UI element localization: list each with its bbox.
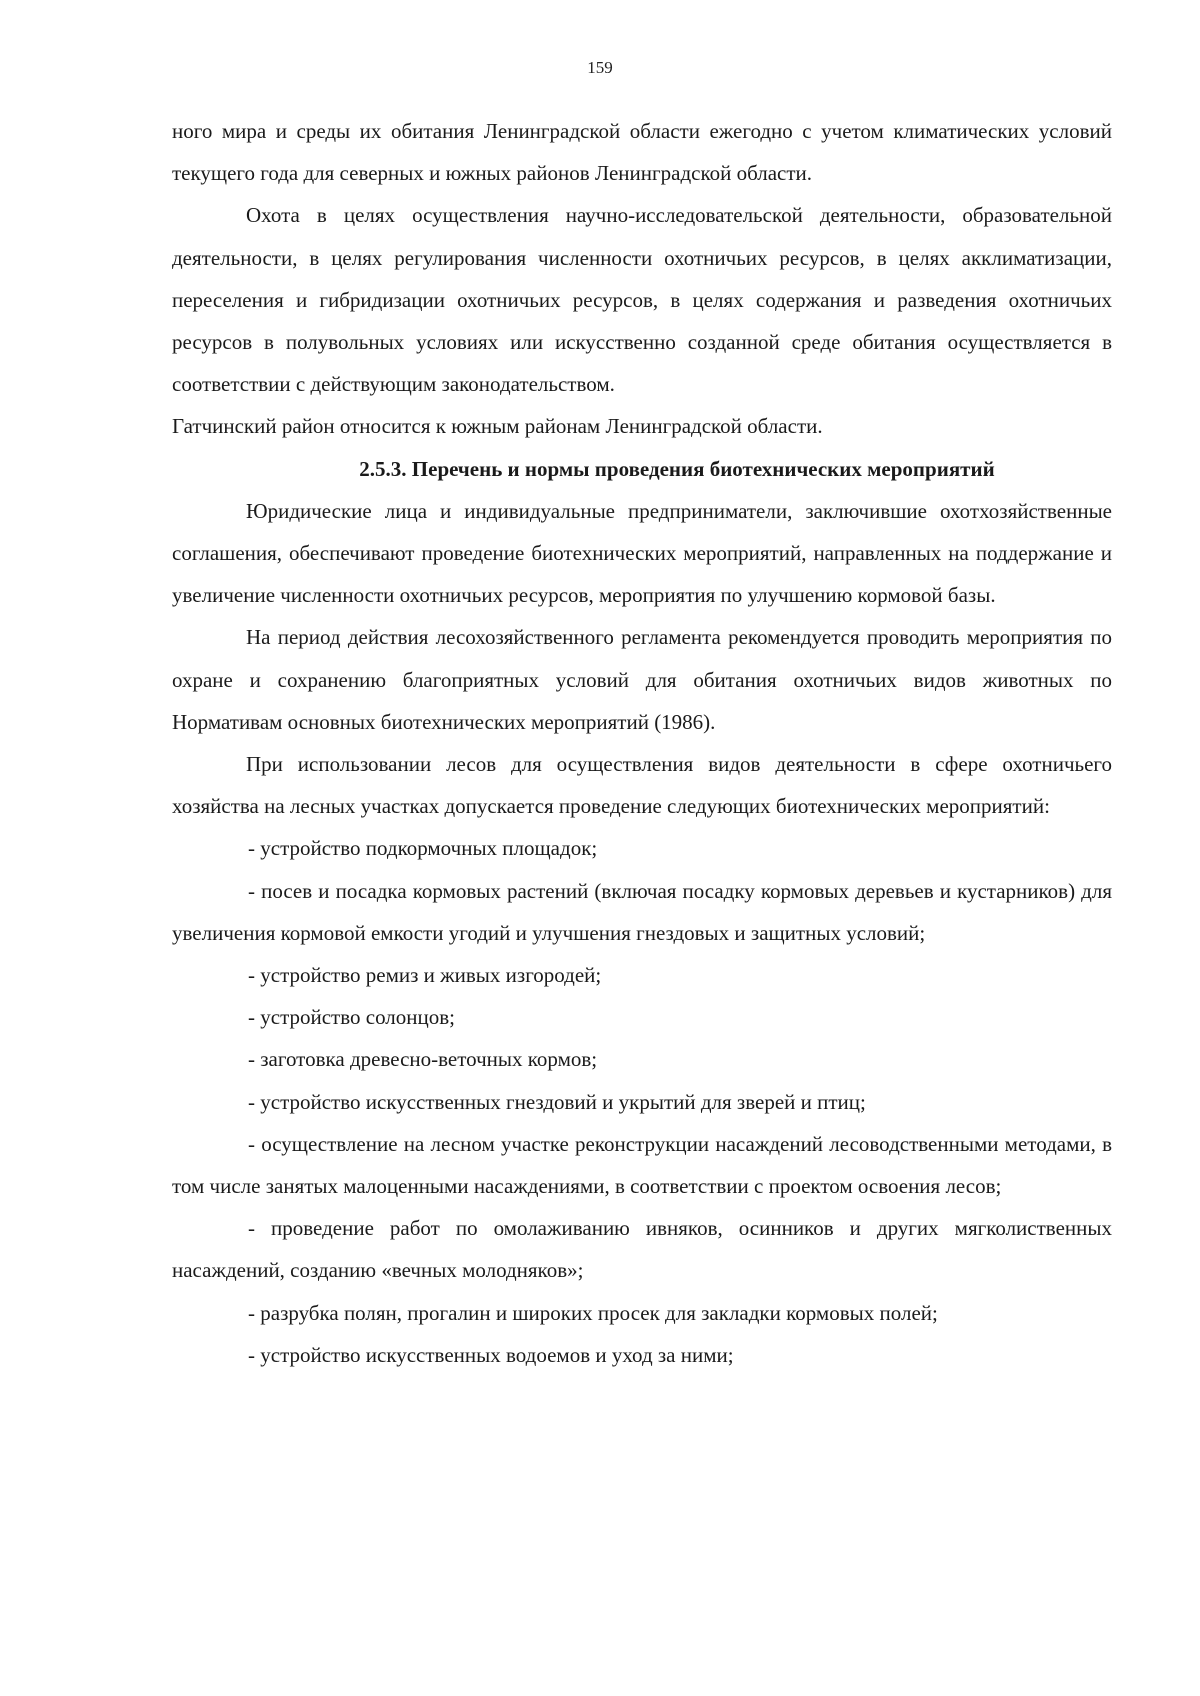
- paragraph-regulation-period: На период действия лесохозяйственного регламента рекомендуется проводить мероприятия по охране и сохранению благоприятных условий для обитания охотничьих видов животных по Нормативам основных биотехнических мероприятий (1986).: [172, 625, 1112, 734]
- section-heading: 2.5.3. Перечень и нормы проведения биотехнических мероприятий: [359, 456, 995, 481]
- list-item: - заготовка древесно-веточных кормов;: [248, 1047, 598, 1072]
- list-item: - разрубка полян, прогалин и широких просек для закладки кормовых полей;: [248, 1300, 938, 1325]
- list-item: - проведение работ по омолаживанию ивняков, осинников и других мягколиственных насаждений, созданию «вечных молодняков»;: [172, 1216, 1112, 1283]
- paragraph-forest-use: При использовании лесов для осуществления видов деятельности в сфере охотничьего хозяйства на лесных участках допускается проведение следующих биотехнических мероприятий:: [172, 752, 1112, 819]
- list-item: - устройство искусственных гнездовий и укрытий для зверей и птиц;: [248, 1089, 866, 1114]
- paragraph-hunting-purposes: Охота в целях осуществления научно-исследовательской деятельности, образовательной деятельности, в целях регулирования численности охотничьих ресурсов, в целях акклиматизации, переселения и гибридизации охотничьих ресурсов, в целях содержания и разведения охотничьих ресурсов в полувольных условиях или искусственно созданной среде обитания осуществляется в соответствии с действующим законодательством.: [172, 203, 1112, 397]
- page-number: 159: [587, 58, 613, 77]
- paragraph-gatchina-district: Гатчинский район относится к южным районам Ленинградской области.: [172, 414, 823, 439]
- list-item: - осуществление на лесном участке реконструкции насаждений лесоводственными методами, в том числе занятых малоценными насаждениями, в соответствии с проектом освоения лесов;: [172, 1131, 1112, 1199]
- list-item: - устройство солонцов;: [248, 1005, 456, 1030]
- list-item: - посев и посадка кормовых растений (включая посадку кормовых деревьев и кустарников) для увеличения кормовой емкости угодий и улучшения гнездовых и защитных условий;: [172, 878, 1112, 945]
- list-item: - устройство ремиз и живых изгородей;: [248, 963, 602, 988]
- page-content: [172, 110, 1112, 1376]
- paragraph-legal-entities: Юридические лица и индивидуальные предприниматели, заключившие охотхозяйственные соглашения, обеспечивают проведение биотехнических мероприятий, направленных на поддержание и увеличение численности охотничьих ресурсов, мероприятия по улучшению кормовой базы.: [172, 498, 1112, 608]
- list-item: - устройство искусственных водоемов и уход за ними;: [248, 1342, 734, 1367]
- list-item: - устройство подкормочных площадок;: [248, 836, 598, 861]
- paragraph-continuation: ного мира и среды их обитания Ленинградской области ежегодно с учетом климатических условий текущего года для северных и южных районов Ленинградской области.: [172, 119, 1112, 186]
